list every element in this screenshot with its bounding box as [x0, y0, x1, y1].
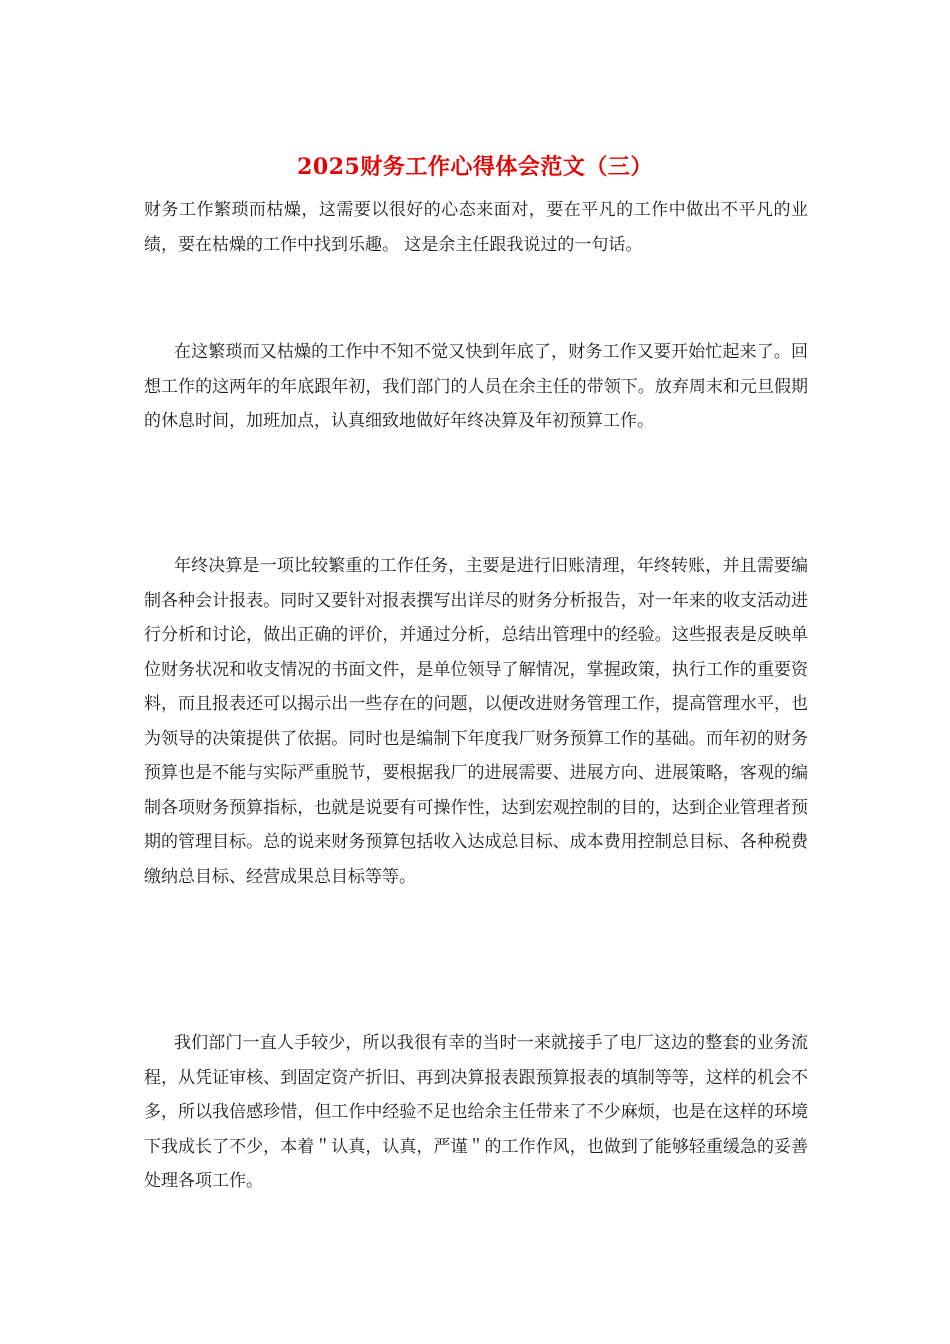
paragraph-4: 我们部门一直人手较少，所以我很有幸的当时一来就接手了电厂这边的整套的业务流程，从凭证审核、到固定资产折旧、再到决算报表跟预算报表的填制等等，这样的机会不多，所以我倍感珍惜，但工作中经验不足也给余主任带来了不少麻烦，也是在这样的环境下我成长了不少，本着＂认真，认真，严谨＂的工作作风，也做到了能够轻重缓急的妥善处理各项工作。	[144, 1033, 808, 1191]
document-title: 2025财务工作心得体会范文（三）	[297, 154, 653, 180]
paragraph-2: 在这繁琐而又枯燥的工作中不知不觉又快到年底了，财务工作又要开始忙起来了。回想工作的这两年的年底跟年初，我们部门的人员在余主任的带领下。放弃周末和元旦假期的休息时间，加班加点，认真细致地做好年终决算及年初预算工作。	[144, 342, 808, 431]
paragraph-3: 年终决算是一项比较繁重的工作任务，主要是进行旧账清理，年终转账，并且需要编制各种会计报表。同时又要针对报表撰写出详尽的财务分析报告，对一年来的收支活动进行分析和讨论，做出正确的评价，并通过分析，总结出管理中的经验。这些报表是反映单位财务状况和收支情况的书面文件，是单位领导了解情况，掌握政策，执行工作的重要资料，而且报表还可以揭示出一些存在的问题，以便改进财务管理工作，提高管理水平，也为领导的决策提供了依据。同时也是编制下年度我厂财务预算工作的基础。而年初的财务预算也是不能与实际严重脱节，要根据我厂的进展需要、进展方向、进展策略，客观的编制各项财务预算指标，也就是说要有可操作性，达到宏观控制的目的，达到企业管理者预期的管理目标。总的说来财务预算包括收入达成总目标、成本费用控制总目标、各种税费缴纳总目标、经营成果总目标等等。	[144, 556, 808, 887]
paragraph-1: 财务工作繁琐而枯燥，这需要以很好的心态来面对，要在平凡的工作中做出不平凡的业绩，要在枯燥的工作中找到乐趣。 这是余主任跟我说过的一句话。	[144, 200, 808, 255]
